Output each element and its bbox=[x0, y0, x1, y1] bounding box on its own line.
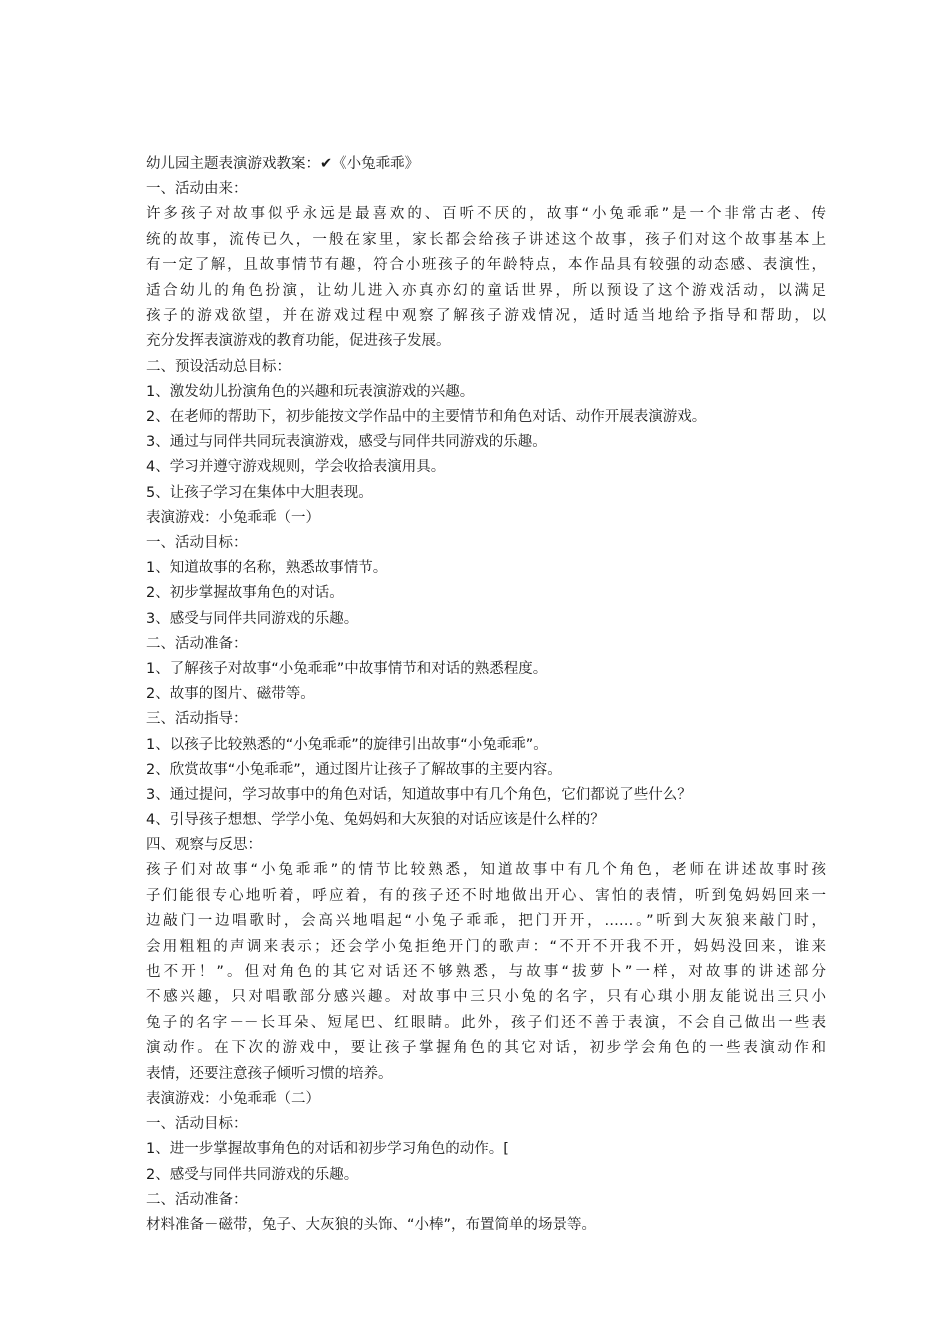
list-item: 2、故事的图片、磁带等。 bbox=[146, 686, 315, 703]
paragraph-line: 充分发挥表演游戏的教育功能，促进孩子发展。 bbox=[146, 333, 451, 350]
section-heading: 二、活动准备： bbox=[146, 1191, 248, 1208]
section-heading: 三、活动指导： bbox=[146, 711, 248, 728]
section-heading: 二、预设活动总目标： bbox=[146, 358, 291, 375]
list-item: 1、了解孩子对故事“小兔乖乖”中故事情节和对话的熟悉程度。 bbox=[146, 660, 548, 677]
paragraph-line: 兔子的名字－－长耳朵、短尾巴、红眼睛。此外，孩子们还不善于表演，不会自己做出一些表 bbox=[146, 1014, 826, 1031]
game-title: 表演游戏：小兔乖乖（二） bbox=[146, 1090, 320, 1107]
list-item: 5、让孩子学习在集体中大胆表现。 bbox=[146, 484, 373, 501]
section-heading: 一、活动由来： bbox=[146, 181, 248, 198]
paragraph-line: 也不开！”。但对角色的其它对话还不够熟悉，与故事“拔萝卜”一样，对故事的讲述部分 bbox=[146, 964, 826, 981]
document-title: 幼儿园主题表演游戏教案：✔《小兔乖乖》 bbox=[146, 156, 420, 172]
list-item: 4、引导孩子想想、学学小兔、兔妈妈和大灰狼的对话应该是什么样的？ bbox=[146, 812, 605, 829]
paragraph-line: 会用粗粗的声调来表示；还会学小兔拒绝开门的歌声：“不开不开我不开，妈妈没回来，谁来 bbox=[146, 938, 826, 955]
section-heading: 四、观察与反思： bbox=[146, 837, 262, 854]
list-item: 2、初步掌握故事角色的对话。 bbox=[146, 585, 344, 602]
paragraph-line: 孩子的游戏欲望，并在游戏过程中观察了解孩子游戏情况，适时适当地给予指导和帮助，以 bbox=[146, 307, 826, 324]
list-item: 2、欣赏故事“小兔乖乖”，通过图片让孩子了解故事的主要内容。 bbox=[146, 761, 562, 778]
paragraph-line: 演动作。在下次的游戏中，要让孩子掌握角色的其它对话，初步学会角色的一些表演动作和 bbox=[146, 1040, 826, 1057]
game-title: 表演游戏：小兔乖乖（一） bbox=[146, 509, 320, 526]
paragraph-line: 统的故事，流传已久，一般在家里，家长都会给孩子讲述这个故事，孩子们对这个故事基本上 bbox=[146, 231, 826, 248]
list-item: 3、通过与同伴共同玩表演游戏，感受与同伴共同游戏的乐趣。 bbox=[146, 434, 547, 451]
paragraph-line: 表情，还要注意孩子倾听习惯的培养。 bbox=[146, 1065, 393, 1082]
document-body bbox=[146, 152, 826, 1238]
paragraph-line: 子们能很专心地听着，呼应着，有的孩子还不时地做出开心、害怕的表情，听到兔妈妈回来一 bbox=[146, 887, 826, 904]
paragraph-line: 孩子们对故事“小兔乖乖”的情节比较熟悉，知道故事中有几个角色，老师在讲述故事时孩 bbox=[146, 862, 826, 879]
list-item: 材料准备－磁带，兔子、大灰狼的头饰、“小棒”，布置简单的场景等。 bbox=[146, 1216, 597, 1233]
section-heading: 二、活动准备： bbox=[146, 635, 248, 652]
list-item: 3、感受与同伴共同游戏的乐趣。 bbox=[146, 610, 359, 627]
list-item: 1、以孩子比较熟悉的“小兔乖乖”的旋律引出故事“小兔乖乖”。 bbox=[146, 736, 548, 753]
list-item: 4、学习并遵守游戏规则，学会收拾表演用具。 bbox=[146, 459, 446, 476]
section-heading: 一、活动目标： bbox=[146, 1116, 248, 1133]
list-item: 1、进一步掌握故事角色的对话和初步学习角色的动作。[ bbox=[146, 1141, 509, 1158]
paragraph-line: 适合幼儿的角色扮演，让幼儿进入亦真亦幻的童话世界，所以预设了这个游戏活动，以满足 bbox=[146, 282, 826, 299]
paragraph-line: 有一定了解，且故事情节有趣，符合小班孩子的年龄特点，本作品具有较强的动态感、表演性， bbox=[146, 257, 826, 274]
paragraph-line: 不感兴趣，只对唱歌部分感兴趣。对故事中三只小兔的名字，只有心琪小朋友能说出三只小 bbox=[146, 989, 826, 1006]
list-item: 1、激发幼儿扮演角色的兴趣和玩表演游戏的兴趣。 bbox=[146, 383, 475, 400]
paragraph-line: 边敲门一边唱歌时，会高兴地唱起“小兔子乖乖，把门开开，……。”听到大灰狼来敲门时， bbox=[146, 913, 826, 930]
list-item: 2、感受与同伴共同游戏的乐趣。 bbox=[146, 1166, 359, 1183]
list-item: 3、通过提问，学习故事中的角色对话，知道故事中有几个角色，它们都说了些什么？ bbox=[146, 786, 692, 803]
paragraph-line: 许多孩子对故事似乎永远是最喜欢的、百听不厌的，故事“小兔乖乖”是一个非常古老、传 bbox=[146, 206, 826, 223]
section-heading: 一、活动目标： bbox=[146, 535, 248, 552]
list-item: 2、在老师的帮助下，初步能按文学作品中的主要情节和角色对话、动作开展表演游戏。 bbox=[146, 409, 707, 426]
list-item: 1、知道故事的名称，熟悉故事情节。 bbox=[146, 560, 388, 577]
